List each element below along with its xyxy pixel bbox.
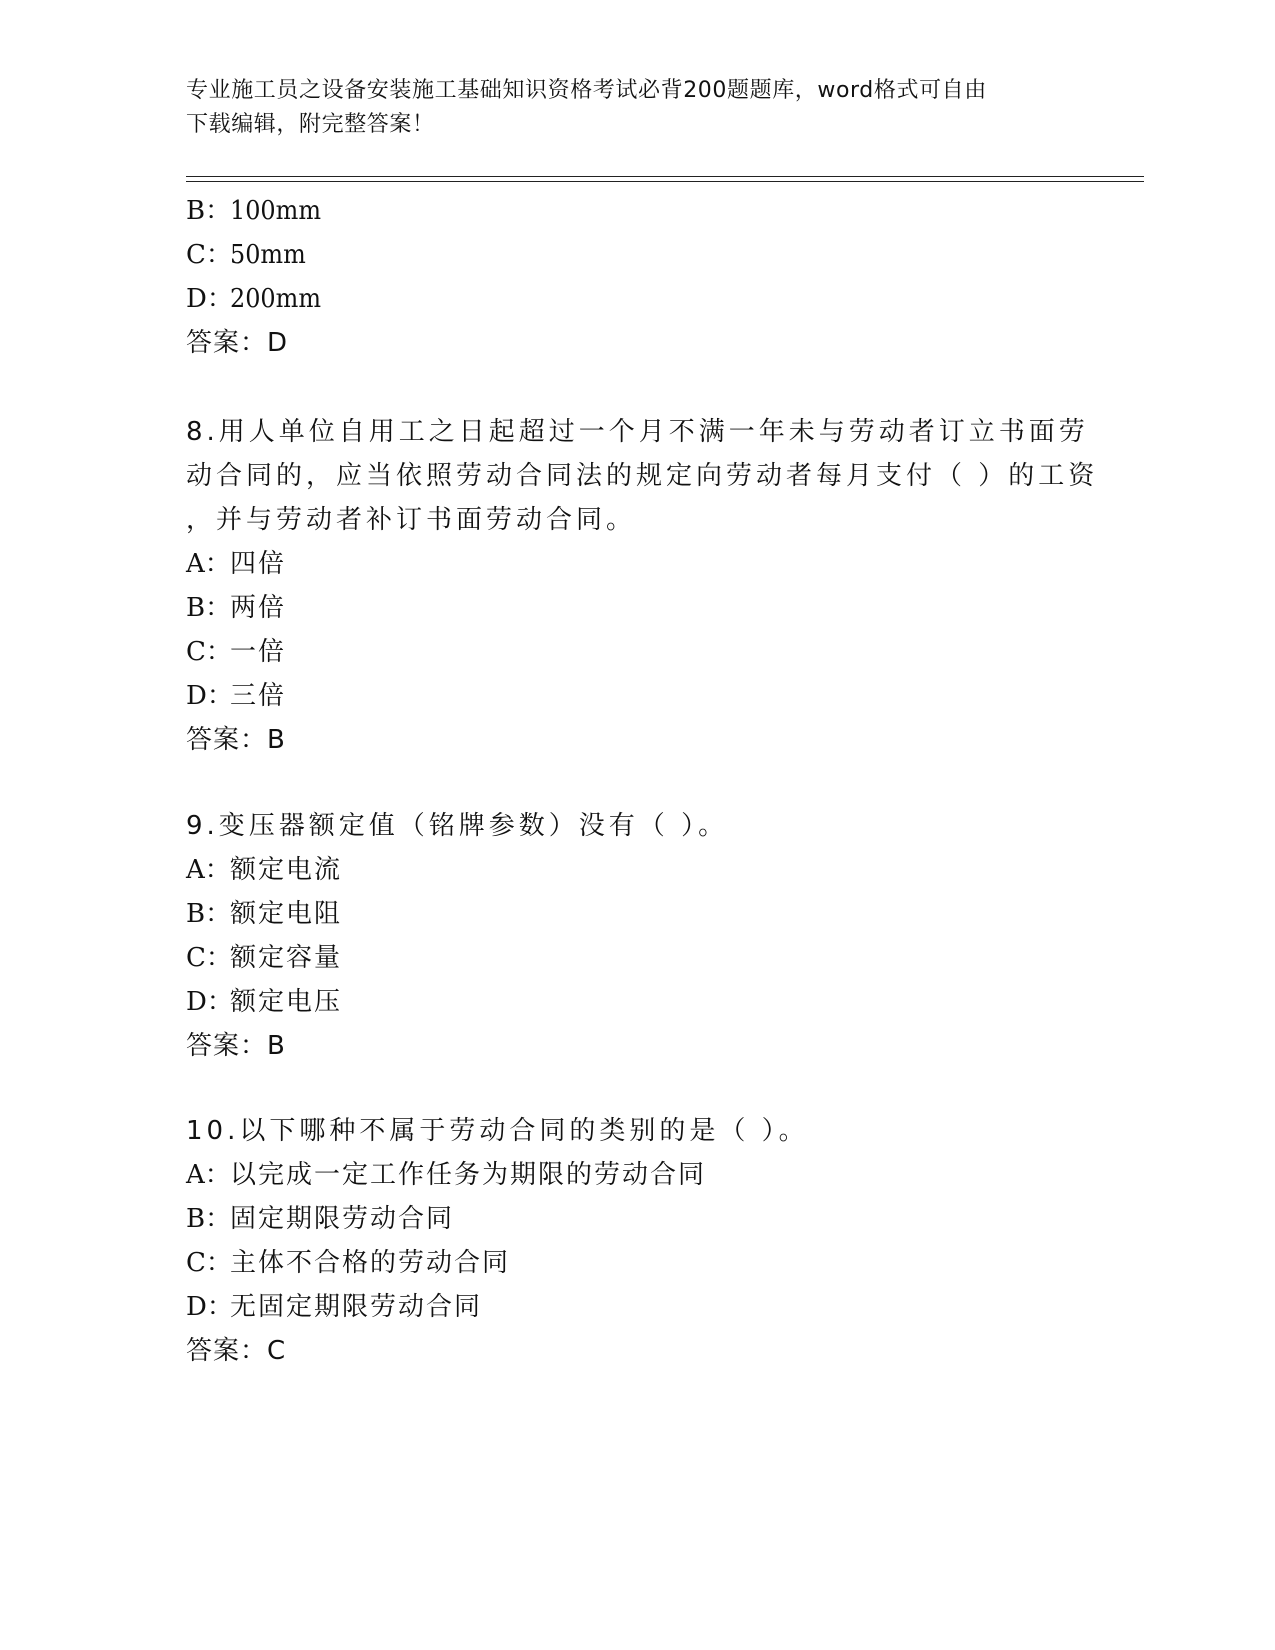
header-divider-top [186,176,1144,177]
option-text: 以完成一定工作任务为期限的劳动合同 [230,1160,707,1190]
q9-option-b [186,897,342,931]
header-line-2: 下载编辑，附完整答案！ [186,112,435,137]
option-label: C： [186,240,232,270]
option-text: 100mm [230,196,322,226]
q9-option-d [186,985,342,1019]
option-label: C： [186,637,232,667]
q7-option-c [186,238,312,272]
option-label: B： [186,593,232,623]
q7-option-d [186,282,329,316]
q8-option-a [186,547,286,581]
option-label: D： [186,987,233,1017]
q9-option-c [186,941,342,975]
q10-answer: 答案：C [186,1336,287,1366]
q9-stem-line-1: 9.变压器额定值（铭牌参数）没有（ ）。 [186,811,729,841]
option-text: 两倍 [230,593,287,623]
q7-answer: 答案：D [186,328,289,358]
q8-option-c [186,635,286,669]
option-text: 主体不合格的劳动合同 [230,1248,511,1278]
option-text: 三倍 [230,681,287,711]
option-label: B： [186,196,232,226]
option-text: 四倍 [230,549,287,579]
q10-option-d [186,1290,482,1324]
option-label: A： [186,549,231,579]
option-text: 额定电流 [230,855,343,885]
q8-stem-line-3: ，并与劳动者补订书面劳动合同。 [186,505,637,535]
option-label: D： [186,284,233,314]
option-text: 一倍 [230,637,287,667]
q8-answer: 答案：B [186,725,286,755]
option-text: 无固定期限劳动合同 [230,1292,483,1322]
option-label: C： [186,1248,232,1278]
option-label: A： [186,1160,231,1190]
option-text: 额定容量 [230,943,343,973]
option-text: 200mm [230,284,322,314]
q9-option-a [186,853,342,887]
option-text: 额定电压 [230,987,343,1017]
q8-stem-line-2: 动合同的，应当依照劳动合同法的规定向劳动者每月支付（ ）的工资 [186,461,1099,491]
q8-option-d [186,679,286,713]
option-label: A： [186,855,231,885]
q8-stem-line-1: 8.用人单位自用工之日起超过一个月不满一年未与劳动者订立书面劳 [186,417,1089,447]
option-text: 额定电阻 [230,899,343,929]
header-line-1: 专业施工员之设备安装施工基础知识资格考试必背200题题库，word格式可自由 [186,78,987,103]
q7-option-b [186,194,329,228]
q10-option-c [186,1246,510,1280]
q9-answer: 答案：B [186,1031,286,1061]
option-text: 50mm [230,240,306,270]
q10-option-b [186,1202,454,1236]
option-label: B： [186,899,232,929]
document-header [186,74,1086,142]
option-label: D： [186,1292,233,1322]
option-text: 固定期限劳动合同 [230,1204,455,1234]
header-divider-bottom [186,181,1144,182]
q8-option-b [186,591,286,625]
option-label: D： [186,681,233,711]
option-label: B： [186,1204,232,1234]
option-label: C： [186,943,232,973]
q10-option-a [186,1158,706,1192]
q10-stem-line-1: 10.以下哪种不属于劳动合同的类别的是（ ）。 [186,1116,809,1146]
